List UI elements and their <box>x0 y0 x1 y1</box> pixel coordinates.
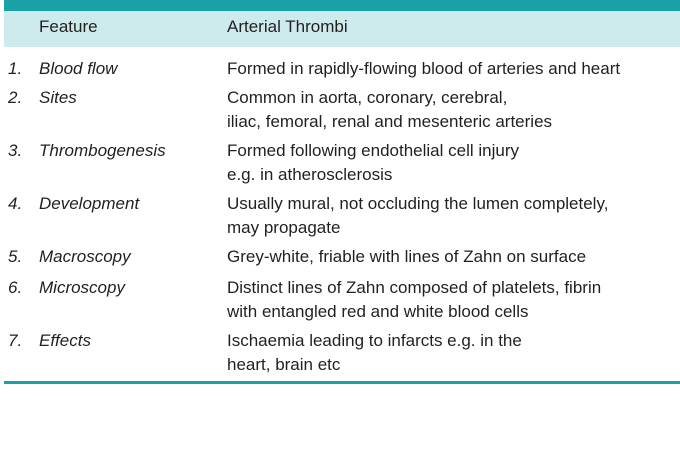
row-description: Common in aorta, coronary, cerebral, iliac, femoral, renal and mesenteric arteries <box>227 88 553 131</box>
row-description: Ischaemia leading to infarcts e.g. in the heart, brain etc <box>227 331 522 374</box>
row-description: Distinct lines of Zahn composed of platelets, fibrin with entangled red and white blood cells <box>227 278 602 321</box>
row-feature: Sites <box>39 88 77 107</box>
row-feature: Blood flow <box>39 59 118 78</box>
row-description: Grey-white, friable with lines of Zahn on surface <box>227 247 587 266</box>
row-number: 7. <box>8 331 23 350</box>
row-feature: Development <box>39 194 140 213</box>
row-description: Usually mural, not occluding the lumen completely, may propagate <box>227 194 609 237</box>
row-feature: Thrombogenesis <box>39 141 166 160</box>
row-number: 4. <box>8 194 23 213</box>
row-description: Formed following endothelial cell injury e.g. in atherosclerosis <box>227 141 519 184</box>
bottom-rule <box>4 381 680 384</box>
row-number: 2. <box>8 88 23 107</box>
row-number: 5. <box>8 247 23 266</box>
row-number: 1. <box>8 59 23 78</box>
row-number: 3. <box>8 141 23 160</box>
top-rule <box>4 0 680 11</box>
feature-column-header: Feature <box>39 17 98 36</box>
row-number: 6. <box>8 278 23 297</box>
row-description: Formed in rapidly-flowing blood of arteries and heart <box>227 59 621 78</box>
row-feature: Macroscopy <box>39 247 131 266</box>
row-feature: Effects <box>39 331 91 350</box>
row-feature: Microscopy <box>39 278 125 297</box>
arterial-thrombi-column-header: Arterial Thrombi <box>227 17 348 36</box>
